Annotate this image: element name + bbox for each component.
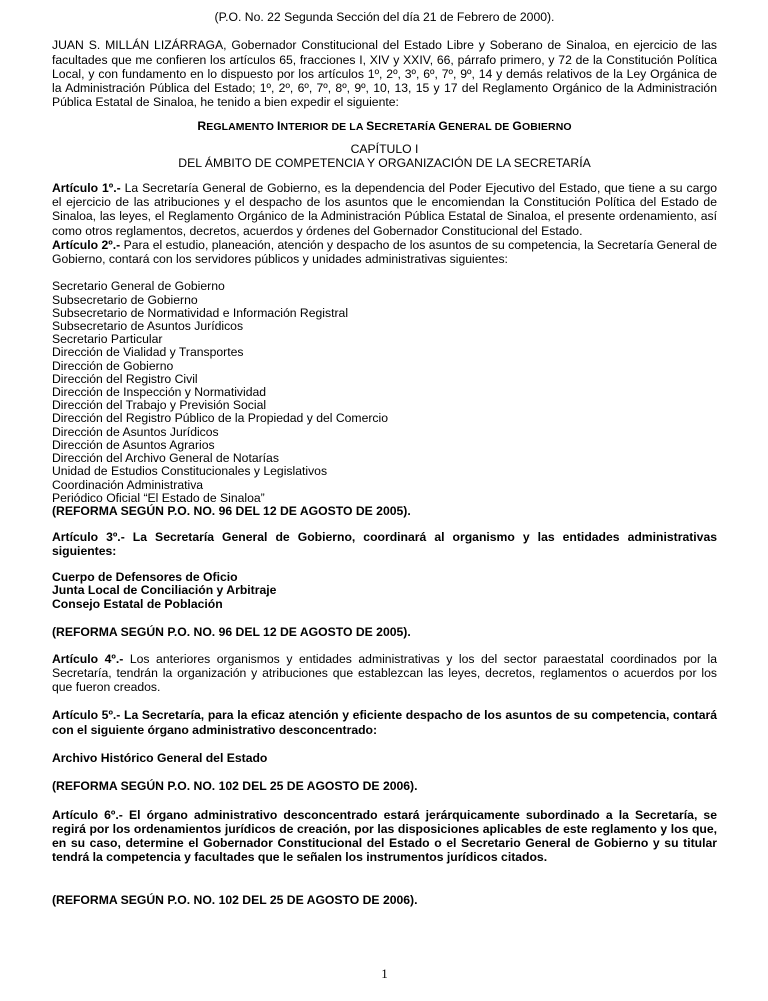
article-text: La Secretaría, para la eficaz atención y eficiente despacho de los asuntos de su competencia, contará con el siguiente órgano administrativo desconcentrado: [52,708,717,737]
list-item: Dirección del Registro Público de la Propiedad y del Comercio [52,411,389,426]
article-2 [52,238,717,267]
list-item: Dirección de Asuntos Jurídicos [52,424,219,439]
title-rest: ECRETARÍA [374,120,439,133]
title-rest: NTERIOR DE LA [280,120,367,133]
list-item: Secretario Particular [52,332,163,347]
reform-note: (REFORMA SEGÚN P.O. NO. 96 DEL 12 DE AGOSTO DE 2005). [52,503,411,518]
reform-note: (REFORMA SEGÚN P.O. NO. 102 DEL 25 DE AGOSTO DE 2006). [52,779,418,794]
article-label: Artículo 6º.- [52,807,123,822]
page-number: 1 [381,966,388,982]
list-item: Periódico Oficial “El Estado de Sinaloa” [52,490,265,505]
chapter-title: DEL ÁMBITO DE COMPETENCIA Y ORGANIZACIÓN DE LA SECRETARÍA [178,156,591,171]
title-initial: I [277,118,281,133]
article-text: La Secretaría General de Gobierno, coordinará al organismo y las entidades administrativas siguientes: [52,530,717,559]
article-label: Artículo 3º.- [52,530,125,545]
article-5 [52,708,717,737]
list-item: Consejo Estatal de Población [52,596,223,611]
list-item: Dirección de Asuntos Agrarios [52,437,215,452]
article-text: Para el estudio, planeación, atención y despacho de los asuntos de su competencia, la Secretaría General de Gobierno, contará con los servidores públicos y unidades administrativas siguientes: [52,237,717,267]
list-item: Dirección del Archivo General de Notarías [52,451,279,466]
chapter-number: CAPÍTULO I [350,142,419,157]
administrative-units-list [52,280,717,518]
list-item: Junta Local de Conciliación y Arbitraje [52,583,277,598]
article-label: Artículo 5º.- [52,708,121,723]
list-item: Dirección de Inspección y Normatividad [52,385,267,400]
article-3 [52,530,717,559]
publication-reference: (P.O. No. 22 Segunda Sección del día 21 de Febrero de 2000). [214,10,555,24]
list-item: Subsecretario de Normatividad e Información Registral [52,305,349,320]
title-initial: R [197,118,207,133]
article-text: Los anteriores organismos y entidades administrativas y los del sector paraestatal coordinados por la Secretaría, tendrán la organización y atribuciones que establezcan las leyes, decretos, reglamentos o acuerdos por los que fueron creados. [52,651,718,695]
coordinated-entities-list [52,571,717,612]
title-initial: S [366,118,375,133]
list-item: Dirección de Gobierno [52,358,174,373]
list-item: Unidad de Estudios Constitucionales y Legislativos [52,464,328,479]
deconcentrated-body: Archivo Histórico General del Estado [52,750,268,765]
document-page [52,0,717,1001]
reform-note: (REFORMA SEGÚN P.O. NO. 102 DEL 25 DE AGOSTO DE 2006). [52,892,418,907]
list-item: Coordinación Administrativa [52,477,204,492]
list-item: Dirección de Vialidad y Transportes [52,345,244,360]
list-item: Cuerpo de Defensores de Oficio [52,569,238,584]
title-rest: ENERAL DE [447,120,513,133]
preamble: JUAN S. MILLÁN LIZÁRRAGA, Gobernador Constitucional del Estado Libre y Soberano de Sinaloa, en ejercicio de las facultades que me confieren los artículos 65, fracciones I, XIV y XXIV, 66, párrafo primero, y 72 de la Constitución Política Local, y con fundamento en lo dispuesto por los artículos 1º, 2º, 3º, 6º, 7º, 9º, 14 y demás relativos de la Ley Orgánica de la Administración Pública del Estado; 1º, 2º, 6º, 7º, 8º, 9º, 10, 13, 15 y 17 del Reglamento Orgánico de la Administración Pública Estatal de Sinaloa, he tenido a bien expedir el siguiente: [52,38,717,110]
articles-1-2 [52,181,717,267]
article-6 [52,808,717,865]
article-4 [52,652,717,695]
article-1 [52,181,717,238]
chapter-heading [52,142,717,171]
list-item: Dirección del Registro Civil [52,371,198,386]
title-initial: G [438,118,448,133]
title-rest: EGLAMENTO [206,120,278,133]
title-rest: OBIERNO [521,120,572,133]
article-label: Artículo 2º.- [52,237,121,252]
title-initial: G [512,118,522,133]
article-text: El órgano administrativo desconcentrado estará jerárquicamente subordinado a la Secretaría, se regirá por los ordenamientos jurídicos de creación, por las disposiciones aplicables de este reglamento y los que, en su caso, determine el Gobernador Constitucional del Estado o el Secretario General de Gobierno y su titular tendrá la competencia y facultades que le señalen los instrumentos jurídicos citados. [52,807,717,865]
list-item: Dirección del Trabajo y Previsión Social [52,398,267,413]
list-item: Secretario General de Gobierno [52,279,225,294]
article-label: Artículo 4º.- [52,651,124,666]
list-item: Subsecretario de Gobierno [52,292,198,307]
regulation-title [52,119,717,134]
article-label: Artículo 1º.- [52,180,121,195]
article-text: La Secretaría General de Gobierno, es la dependencia del Poder Ejecutivo del Estado, que tiene a su cargo el ejercicio de las atribuciones y el despacho de los asuntos que le encomiendan la Constitución Política del Estado de Sinaloa, las leyes, el Reglamento Orgánico de la Administración Pública Estatal de Sinaloa, el presente ordenamiento, así como otros reglamentos, decretos, acuerdos y órdenes del Gobernador Constitucional del Estado. [52,180,718,238]
list-item: Subsecretario de Asuntos Jurídicos [52,319,244,334]
reform-note: (REFORMA SEGÚN P.O. NO. 96 DEL 12 DE AGOSTO DE 2005). [52,625,411,640]
